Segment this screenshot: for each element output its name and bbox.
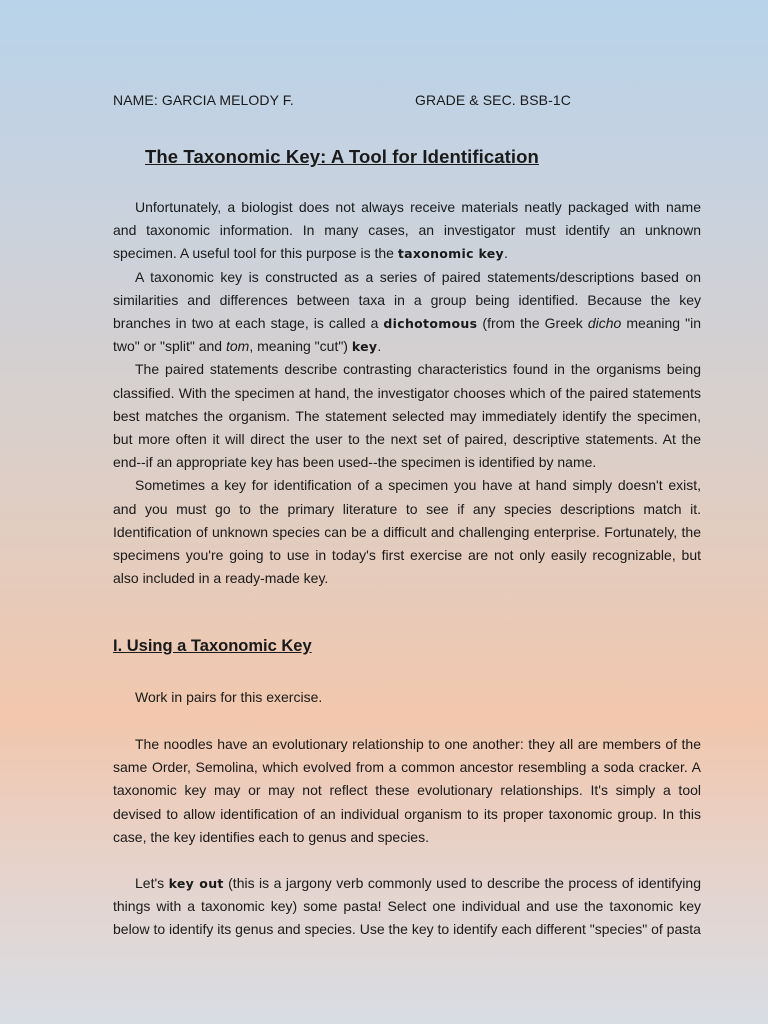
keyword-key: key: [351, 339, 378, 355]
paragraph-3: The paired statements describe contrasting characteristics found in the organisms being classified. With the specimen at hand, the investigator chooses which of the paired statements best matches the organism. The statement selected may immediately identify the specimen, but more often it will direct the user to the next set of paired, descriptive statements. At the end--if an appropriate key has been used--the specimen is identified by name.: [113, 361, 701, 471]
student-name: NAME: GARCIA MELODY F.: [113, 92, 294, 108]
grade-section: GRADE & SEC. BSB-1C: [415, 92, 571, 108]
pairs-paragraph: Work in pairs for this exercise.: [135, 689, 323, 705]
noodles-paragraph: The noodles have an evolutionary relationship to one another: they all are members of the same Order, Semolina, which evolved from a common ancestor resembling a soda cracker. A taxonomic key may or may not reflect these evolutionary relationships. It's simply a tool devised to allow identification of an individual organism to its proper taxonomic group. In this case, the key identifies each to genus and species.: [113, 736, 701, 845]
term-dicho: dicho: [587, 315, 622, 332]
section-heading: I. Using a Taxonomic Key: [113, 637, 312, 655]
keyword-dichotomous: dichotomous: [383, 316, 478, 332]
intro-section: [113, 196, 701, 590]
document-page: [113, 0, 701, 1024]
keyword-taxonomic-key: taxonomic key: [397, 246, 504, 262]
student-header: [113, 92, 701, 108]
paragraph-4: Sometimes a key for identification of a specimen you have at hand simply doesn't exist, and you must go to the primary literature to see if any species descriptions match it. Identification of unknown species can be a difficult and challenging enterprise. Fortunately, the specimens you're going to use in today's first exercise are not only easily recognizable, but also included in a ready-made key.: [113, 477, 701, 587]
paragraph-1: Unfortunately, a biologist does not always receive materials neatly packaged with name and taxonomic information. In many cases, an investigator must identify an unknown specimen. A useful tool for this purpose is the taxonomic key.: [113, 199, 701, 262]
keyword-key-out: key out: [168, 876, 224, 891]
keyout-paragraph: Let's key out (this is a jargony verb commonly used to describe the process of identifying things with a taxonomic key) some pasta! Select one individual and use the taxonomic key below to identify its genus and species. Use the key to identify each different "species" of pasta: [113, 875, 701, 938]
term-tom: tom: [225, 338, 250, 355]
document-title: The Taxonomic Key: A Tool for Identification: [145, 146, 539, 167]
paragraph-2: A taxonomic key is constructed as a series of paired statements/descriptions based on similarities and differences between taxa in a group being identified. Because the key branches in two at each stage, is called a dichotomous (from the Greek dicho meaning "in two" or "split" and tom, meaning "cut") key.: [113, 268, 701, 355]
